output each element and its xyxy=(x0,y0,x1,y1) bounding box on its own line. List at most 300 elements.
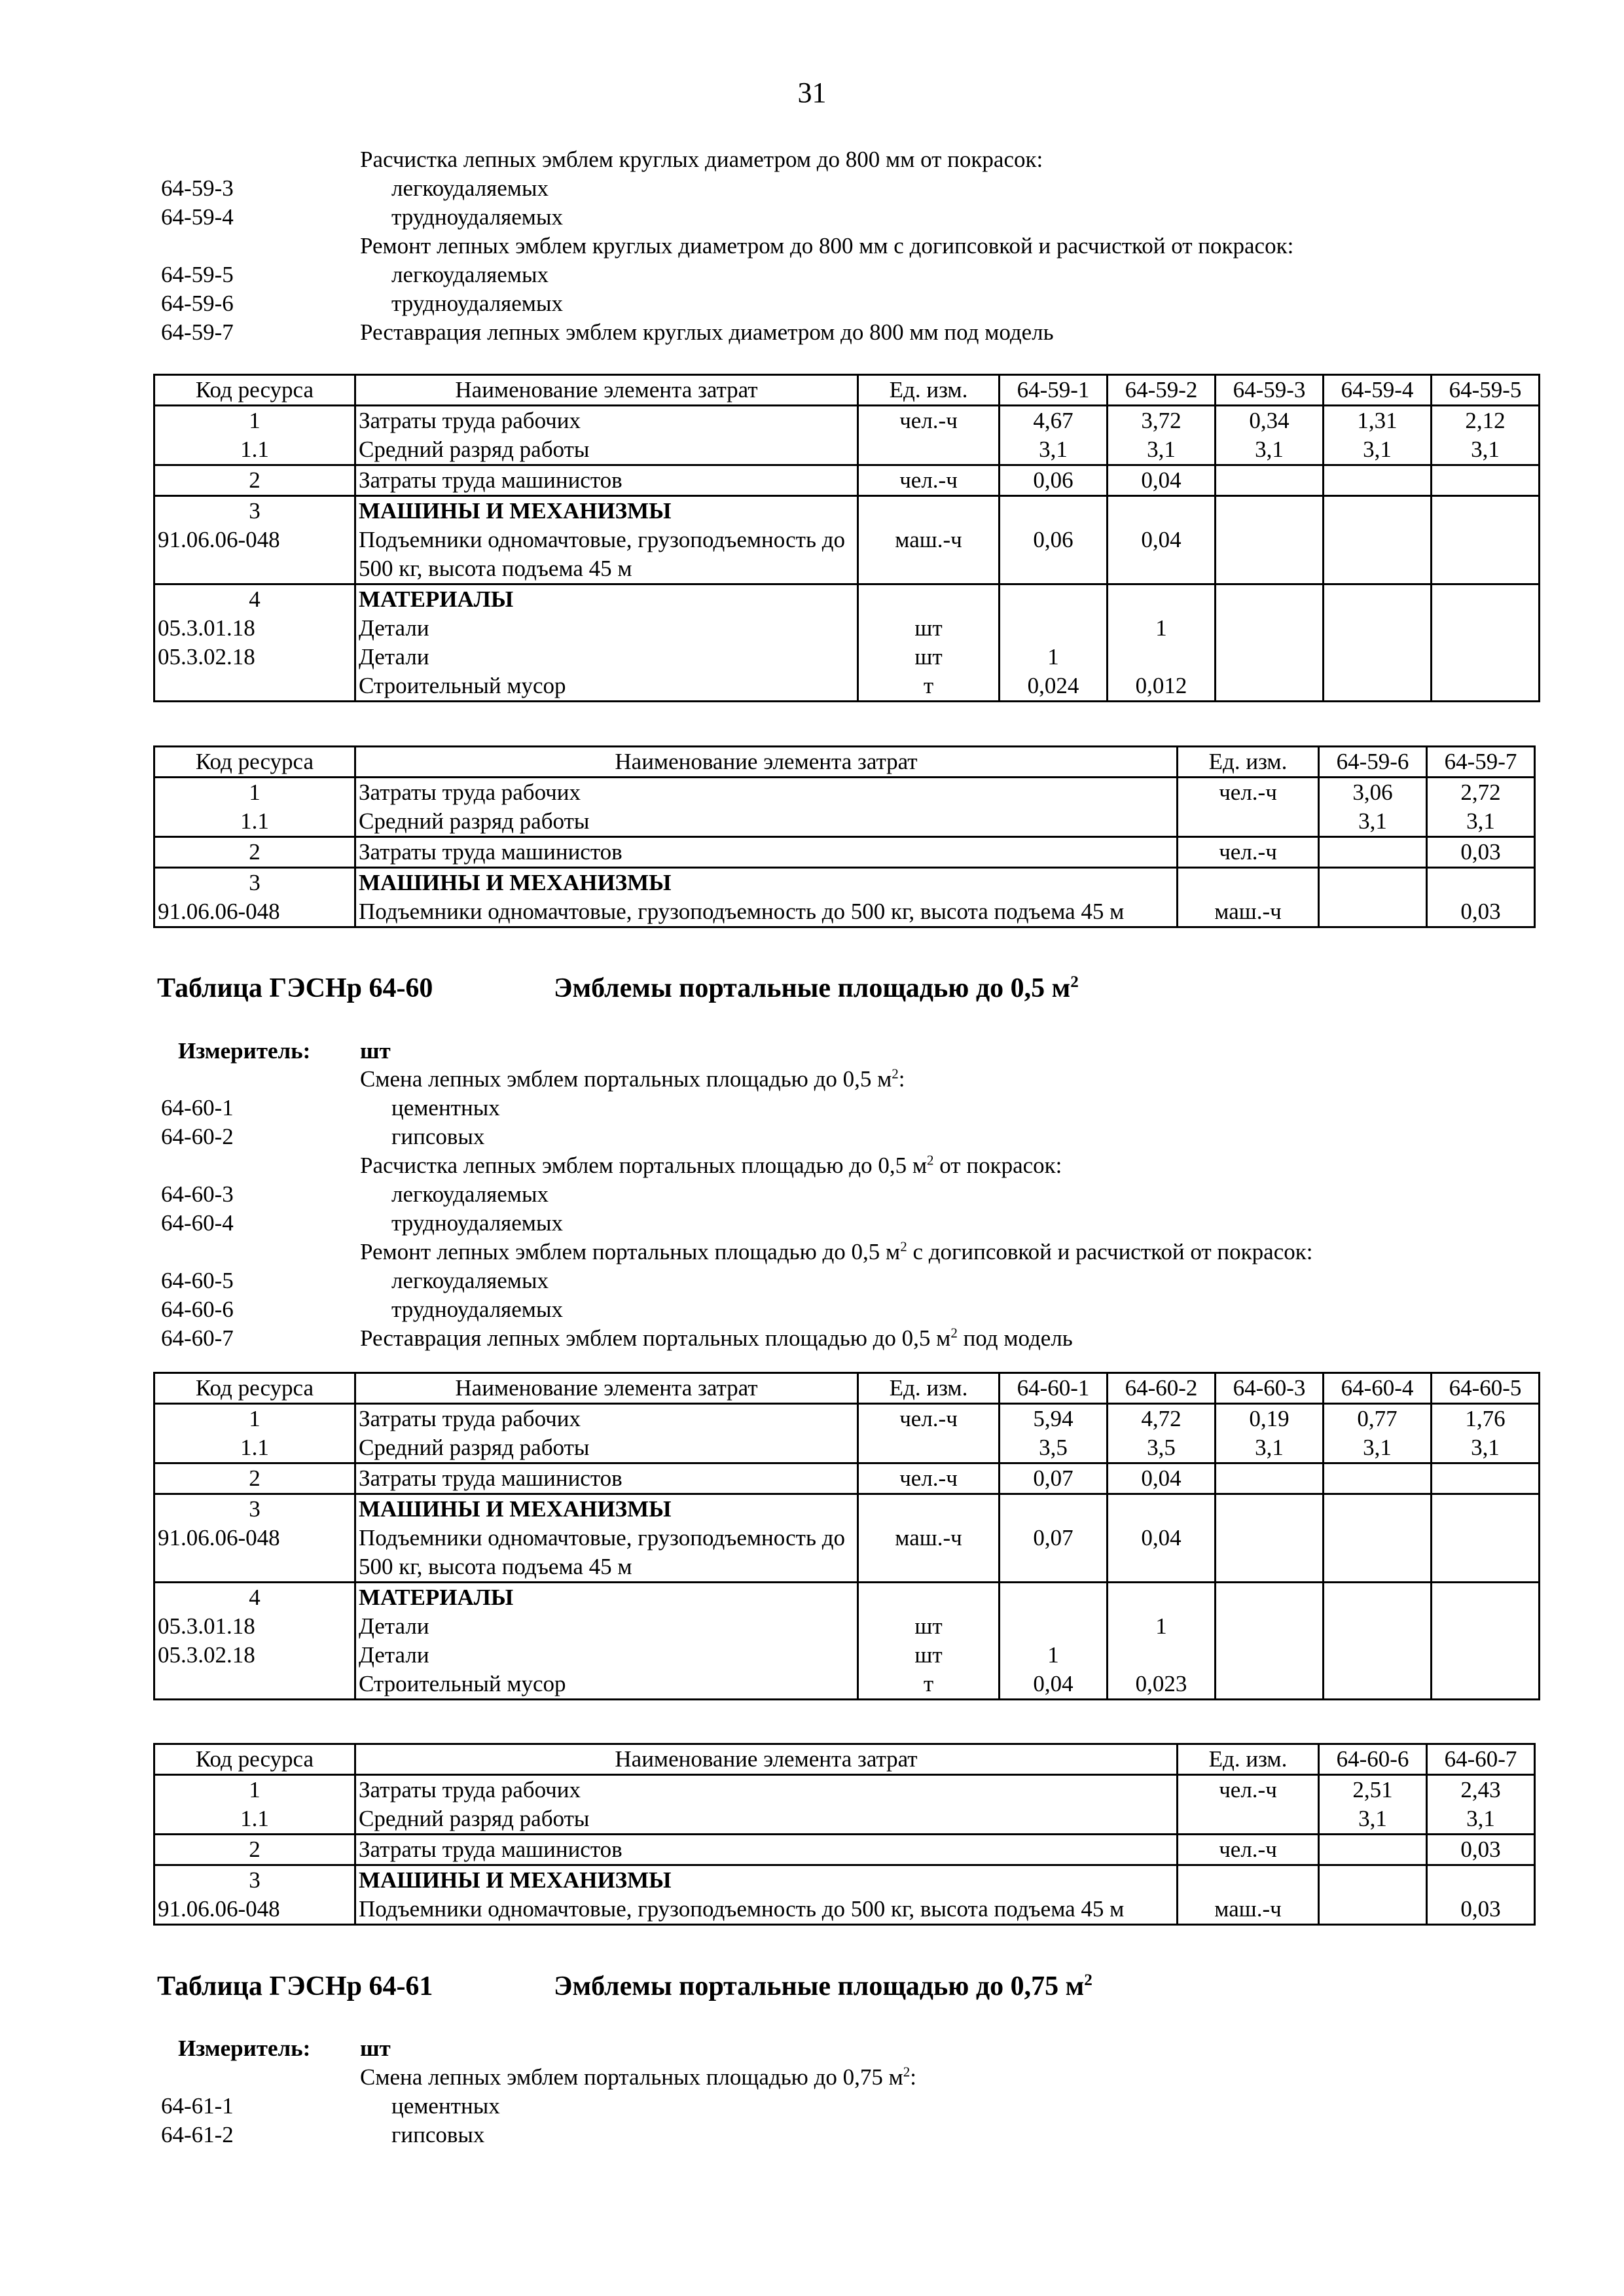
cell-line xyxy=(158,672,352,700)
cell-line xyxy=(158,1670,352,1698)
work-description xyxy=(360,1065,1542,1094)
cost-element-name xyxy=(355,406,858,465)
resource-code xyxy=(154,778,355,837)
cell-line: 2 xyxy=(249,467,261,493)
work-text: трудноудаляемых xyxy=(391,1210,563,1236)
norm-value xyxy=(1108,465,1216,496)
work-description xyxy=(360,1266,1542,1295)
norm-value xyxy=(1108,1404,1216,1463)
work-text: легкоудаляемых xyxy=(391,175,549,201)
cell-line: 0,06 xyxy=(1033,467,1074,493)
cell-line xyxy=(1322,1835,1423,1864)
work-description xyxy=(360,1180,1542,1209)
unit xyxy=(1178,1835,1319,1865)
cell-line xyxy=(1111,1641,1212,1670)
norm-value xyxy=(1000,1463,1108,1494)
cell-line xyxy=(1219,1464,1320,1493)
work-line xyxy=(161,1122,1542,1151)
cell-line xyxy=(1111,497,1212,526)
cell-line xyxy=(1003,585,1104,614)
cell-line xyxy=(1003,1612,1104,1641)
column-header: 64-59-7 xyxy=(1427,747,1535,778)
column-header: 64-60-1 xyxy=(1000,1373,1108,1404)
work-description xyxy=(360,1151,1542,1180)
table-row xyxy=(154,1404,1540,1463)
cell-line xyxy=(1111,1583,1212,1612)
cell-line xyxy=(1327,585,1428,614)
cell-line xyxy=(1327,1495,1428,1524)
table-row xyxy=(154,1835,1535,1865)
cell-line xyxy=(861,1583,996,1612)
page-number: 31 xyxy=(797,77,827,109)
measure-64-61 xyxy=(178,2034,391,2063)
work-text: гипсовых xyxy=(391,1124,485,1149)
cell-line: 0,04 xyxy=(1141,527,1182,552)
cell-line: Затраты труда рабочих xyxy=(359,780,581,805)
cell-line: Средний разряд работы xyxy=(359,808,590,834)
norm-value xyxy=(1216,584,1324,702)
cell-line: Средний разряд работы xyxy=(359,1806,590,1831)
cell-line: 0,77 xyxy=(1357,1406,1398,1431)
cell-line: Средний разряд работы xyxy=(359,437,590,462)
norm-value xyxy=(1432,584,1540,702)
cell-line: 5,94 xyxy=(1033,1406,1074,1431)
cell-line xyxy=(1322,869,1423,897)
table-title: Эмблемы портальные площадью до 0,75 $м^2$ xyxy=(554,1971,1092,2001)
column-header: 64-60-7 xyxy=(1427,1744,1535,1775)
work-description xyxy=(360,203,1542,232)
cell-line: шт xyxy=(914,1613,943,1639)
norm-value xyxy=(1108,1583,1216,1700)
work-text: гипсовых xyxy=(391,2122,485,2147)
norm-value xyxy=(1216,1583,1324,1700)
work-code: 64-59-5 xyxy=(161,262,234,287)
cell-line: 0,024 xyxy=(1027,673,1079,698)
column-header: 64-59-6 xyxy=(1319,747,1427,778)
resource-code xyxy=(154,1835,355,1865)
unit xyxy=(858,584,1000,702)
norm-value xyxy=(1427,1835,1535,1865)
work-description xyxy=(360,1094,1542,1122)
header-row xyxy=(154,375,1540,406)
norm-value xyxy=(1432,465,1540,496)
norm-value xyxy=(1319,837,1427,868)
norm-value xyxy=(1324,1583,1432,1700)
work-line xyxy=(161,1094,1542,1122)
cell-line xyxy=(1003,1583,1104,1612)
work-text: легкоудаляемых xyxy=(391,1181,549,1207)
table-label: Таблица ГЭСНр 64-61 xyxy=(157,1971,433,2001)
cell-line: 91.06.06-048 xyxy=(158,1896,280,1922)
cell-line: 0,03 xyxy=(1460,839,1501,865)
cell-line xyxy=(1111,643,1212,672)
norm-value xyxy=(1108,1463,1216,1494)
work-code: 64-60-7 xyxy=(161,1325,234,1351)
work-description xyxy=(360,2063,1542,2092)
work-code: 64-60-6 xyxy=(161,1297,234,1322)
cell-line: 3 xyxy=(249,498,261,524)
table-row xyxy=(154,837,1535,868)
column-header: 64-59-4 xyxy=(1324,375,1432,406)
cell-line: 3,1 xyxy=(1255,437,1284,462)
column-header: 64-60-3 xyxy=(1216,1373,1324,1404)
cell-line: 05.3.02.18 xyxy=(158,1642,255,1668)
cell-line xyxy=(1003,497,1104,526)
cell-line: 0,04 xyxy=(1141,1525,1182,1551)
column-header: Ед. изм. xyxy=(858,1373,1000,1404)
cell-line xyxy=(1219,497,1320,526)
work-description xyxy=(360,1324,1542,1353)
header-row xyxy=(154,1744,1535,1775)
cell-line: 4 xyxy=(249,1585,261,1610)
work-description xyxy=(360,318,1542,347)
cell-line: 3,1 xyxy=(1471,1435,1500,1460)
resource-code xyxy=(154,584,355,702)
norm-value xyxy=(1216,406,1324,465)
cell-line: 1 xyxy=(249,408,261,433)
cost-element-name xyxy=(355,778,1178,837)
cell-line: 3,1 xyxy=(1363,1435,1392,1460)
resource-table-64-59-1-5 xyxy=(153,374,1540,702)
work-code: 64-60-1 xyxy=(161,1095,234,1121)
cell-line xyxy=(1181,869,1315,897)
resource-code xyxy=(154,1865,355,1925)
work-line xyxy=(161,1180,1542,1209)
cell-line xyxy=(1327,497,1428,526)
work-description xyxy=(360,174,1542,203)
column-header: Ед. изм. xyxy=(858,375,1000,406)
table-row xyxy=(154,1583,1540,1700)
norm-value xyxy=(1432,1494,1540,1583)
cost-element-name xyxy=(355,1463,858,1494)
cell-line: Затраты труда рабочих xyxy=(359,1406,581,1431)
work-code: 64-59-3 xyxy=(161,175,234,201)
cell-line: 3,1 xyxy=(1466,1806,1495,1831)
resource-table-64-59-6-7 xyxy=(153,745,1536,928)
cell-line: Средний разряд работы xyxy=(359,1435,590,1460)
work-line xyxy=(161,1065,1542,1094)
work-code: 64-60-3 xyxy=(161,1181,234,1207)
cell-line: 91.06.06-048 xyxy=(158,1525,280,1551)
superscript: 2 xyxy=(892,1066,899,1082)
column-header: 64-59-5 xyxy=(1432,375,1540,406)
norm-value xyxy=(1427,837,1535,868)
cell-line: 3,1 xyxy=(1358,1806,1387,1831)
work-text: цементных xyxy=(391,2093,500,2119)
cell-line: Затраты труда машинистов xyxy=(359,839,623,865)
cell-line xyxy=(861,497,996,526)
cell-line xyxy=(1003,1495,1104,1524)
cell-line: МАШИНЫ И МЕХАНИЗМЫ xyxy=(359,870,672,895)
table-row xyxy=(154,1775,1535,1835)
cell-line xyxy=(1219,466,1320,495)
cell-line: шт xyxy=(914,1642,943,1668)
resource-code xyxy=(154,1583,355,1700)
work-text-tail: : xyxy=(910,2064,917,2090)
work-code: 64-60-5 xyxy=(161,1268,234,1293)
table-heading-64-60 xyxy=(157,973,1079,1003)
cell-line: 1.1 xyxy=(240,808,269,834)
cell-line xyxy=(1327,1583,1428,1612)
table-row xyxy=(154,465,1540,496)
cell-line: 3,1 xyxy=(1363,437,1392,462)
resource-code xyxy=(154,1775,355,1835)
column-header: Наименование элемента затрат xyxy=(355,375,858,406)
work-line xyxy=(161,318,1542,347)
cell-line: Детали xyxy=(359,615,429,641)
work-code: 64-61-1 xyxy=(161,2093,234,2119)
column-header: 64-59-2 xyxy=(1108,375,1216,406)
table-title: Эмблемы портальные площадью до 0,5 $м^2$ xyxy=(554,973,1079,1003)
cell-line: чел.-ч xyxy=(1219,780,1277,805)
unit xyxy=(858,496,1000,584)
work-list-64-59 xyxy=(161,145,1542,347)
work-text: Реставрация лепных эмблем круглых диаметром до 800 мм под модель xyxy=(360,319,1054,345)
cost-element-name xyxy=(355,465,858,496)
cell-line xyxy=(1181,807,1315,836)
cell-line xyxy=(1430,1866,1531,1895)
resource-table-64-60-1-5 xyxy=(153,1372,1540,1700)
table-row xyxy=(154,1865,1535,1925)
work-text: трудноудаляемых xyxy=(391,1297,563,1322)
superscript: 2 xyxy=(950,1325,958,1341)
work-line xyxy=(161,1295,1542,1324)
work-line xyxy=(161,1324,1542,1353)
cell-line: 1 xyxy=(1155,1613,1167,1639)
cell-line xyxy=(1219,1495,1320,1524)
norm-value xyxy=(1108,584,1216,702)
measure-label: Измеритель: xyxy=(178,2036,311,2061)
work-description xyxy=(360,260,1542,289)
column-header: 64-60-4 xyxy=(1324,1373,1432,1404)
column-header: 64-59-1 xyxy=(1000,375,1108,406)
cell-line xyxy=(1322,838,1423,867)
unit xyxy=(858,465,1000,496)
cell-line xyxy=(1111,1495,1212,1524)
cell-line: 2,43 xyxy=(1460,1777,1501,1803)
cost-element-name xyxy=(355,1404,858,1463)
norm-value xyxy=(1432,406,1540,465)
cell-line: 3 xyxy=(249,870,261,895)
cell-line: 0,03 xyxy=(1460,1896,1501,1922)
norm-value xyxy=(1319,1835,1427,1865)
work-description xyxy=(360,145,1542,174)
cell-line xyxy=(1435,1464,1536,1493)
norm-value xyxy=(1324,496,1432,584)
cell-line: 0,34 xyxy=(1249,408,1290,433)
cost-element-name xyxy=(355,1583,858,1700)
norm-value xyxy=(1000,496,1108,584)
cell-line: 0,04 xyxy=(1141,467,1182,493)
table-row xyxy=(154,778,1535,837)
resource-code xyxy=(154,868,355,927)
norm-value xyxy=(1324,584,1432,702)
work-code: 64-59-6 xyxy=(161,291,234,316)
cell-line: 0,19 xyxy=(1249,1406,1290,1431)
work-line xyxy=(161,203,1542,232)
cell-line: шт xyxy=(914,615,943,641)
cell-line: 1 xyxy=(249,780,261,805)
cost-element-name xyxy=(355,1865,1178,1925)
cell-line: Затраты труда машинистов xyxy=(359,1837,623,1862)
norm-value xyxy=(1324,465,1432,496)
norm-value xyxy=(1324,1404,1432,1463)
cost-element-name xyxy=(355,1835,1178,1865)
column-header: Наименование элемента затрат xyxy=(355,1373,858,1404)
norm-value xyxy=(1324,1494,1432,1583)
work-text: трудноудаляемых xyxy=(391,291,563,316)
cell-line: 4,67 xyxy=(1033,408,1074,433)
unit xyxy=(1178,1865,1319,1925)
cell-line: Строительный мусор xyxy=(359,1671,566,1696)
header-row xyxy=(154,747,1535,778)
work-line xyxy=(161,2063,1542,2092)
unit xyxy=(1178,868,1319,927)
cell-line: 0,04 xyxy=(1141,1465,1182,1491)
cell-line: чел.-ч xyxy=(1219,1837,1277,1862)
column-header: Код ресурса xyxy=(154,1744,355,1775)
cell-line xyxy=(1219,1583,1320,1612)
superscript: 2 xyxy=(900,1238,907,1255)
cell-line: 3,5 xyxy=(1147,1435,1176,1460)
resource-code xyxy=(154,1494,355,1583)
norm-value xyxy=(1216,496,1324,584)
norm-value xyxy=(1216,1494,1324,1583)
work-code xyxy=(161,1238,360,1266)
cell-line: 1,31 xyxy=(1357,408,1398,433)
work-list-64-61 xyxy=(161,2063,1542,2149)
work-code: 64-61-2 xyxy=(161,2122,234,2147)
cell-line xyxy=(1435,1583,1536,1612)
cell-line: Подъемники одномачтовые, грузоподъемность до 500 кг, высота подъема 45 м xyxy=(359,899,1125,924)
cell-line: 3 xyxy=(249,1496,261,1522)
measure-64-60 xyxy=(178,1037,391,1066)
cell-line: 2 xyxy=(249,1465,261,1491)
cell-line: чел.-ч xyxy=(1219,1777,1277,1803)
work-text-tail: под модель xyxy=(957,1325,1073,1351)
table-row xyxy=(154,406,1540,465)
work-line xyxy=(161,1266,1542,1295)
cell-line xyxy=(1430,869,1531,897)
work-text: легкоудаляемых xyxy=(391,1268,549,1293)
cell-line xyxy=(1327,1464,1428,1493)
cell-line: 3,1 xyxy=(1255,1435,1284,1460)
cell-line: чел.-ч xyxy=(1219,839,1277,865)
norm-value xyxy=(1319,1775,1427,1835)
cell-line: 05.3.02.18 xyxy=(158,644,255,670)
work-line xyxy=(161,2121,1542,2149)
unit xyxy=(858,1463,1000,1494)
unit xyxy=(858,1404,1000,1463)
cell-line: 1 xyxy=(1047,644,1059,670)
work-text: Смена лепных эмблем портальных площадью до 0,5 м xyxy=(360,1066,892,1092)
work-code xyxy=(161,1065,360,1094)
work-line xyxy=(161,2092,1542,2121)
resource-code xyxy=(154,496,355,584)
cell-line: 1 xyxy=(249,1406,261,1431)
cell-line: МАШИНЫ И МЕХАНИЗМЫ xyxy=(359,1496,672,1522)
work-text-tail: : xyxy=(898,1066,905,1092)
cell-line: 3,1 xyxy=(1466,808,1495,834)
norm-value xyxy=(1319,1865,1427,1925)
cell-line: 3 xyxy=(249,1867,261,1893)
work-code xyxy=(161,232,360,260)
cost-element-name xyxy=(355,1775,1178,1835)
cell-line: Строительный мусор xyxy=(359,673,566,698)
unit xyxy=(1178,778,1319,837)
cell-line: 3,1 xyxy=(1358,808,1387,834)
work-text: трудноудаляемых xyxy=(391,204,563,230)
work-line xyxy=(161,289,1542,318)
work-description xyxy=(360,1122,1542,1151)
norm-value xyxy=(1324,406,1432,465)
cell-line: 0,07 xyxy=(1033,1525,1074,1551)
cell-line: т xyxy=(923,673,934,698)
table-heading-64-61 xyxy=(157,1971,1092,2001)
cost-element-name xyxy=(355,584,858,702)
cell-line: Детали xyxy=(359,1642,429,1668)
work-description xyxy=(360,2092,1542,2121)
cell-line: Затраты труда машинистов xyxy=(359,1465,623,1491)
cell-line: 2 xyxy=(249,1837,261,1862)
work-code xyxy=(161,145,360,174)
cell-line: Подъемники одномачтовые, грузоподъемность до 500 кг, высота подъема 45 м xyxy=(359,1525,845,1579)
cell-line: чел.-ч xyxy=(899,467,958,493)
cell-line: 05.3.01.18 xyxy=(158,1613,255,1639)
column-header: Код ресурса xyxy=(154,375,355,406)
cell-line xyxy=(861,1495,996,1524)
work-code: 64-59-4 xyxy=(161,204,234,230)
work-code: 64-59-7 xyxy=(161,319,234,345)
work-line xyxy=(161,260,1542,289)
column-header: 64-59-3 xyxy=(1216,375,1324,406)
cell-line: маш.-ч xyxy=(1214,1896,1282,1922)
norm-value xyxy=(1000,1494,1108,1583)
cell-line: маш.-ч xyxy=(1214,899,1282,924)
norm-value xyxy=(1216,1463,1324,1494)
cell-line: Детали xyxy=(359,644,429,670)
cell-line: 2,51 xyxy=(1352,1777,1393,1803)
work-line xyxy=(161,174,1542,203)
norm-value xyxy=(1427,868,1535,927)
work-text-tail: с догипсовкой и расчисткой от покрасок: xyxy=(907,1239,1313,1265)
cell-line: 0,03 xyxy=(1460,899,1501,924)
norm-value xyxy=(1432,1583,1540,1700)
norm-value xyxy=(1000,406,1108,465)
work-text: Расчистка лепных эмблем портальных площадью до 0,5 м xyxy=(360,1153,927,1178)
norm-value xyxy=(1000,584,1108,702)
cell-line: 3,72 xyxy=(1141,408,1182,433)
norm-value xyxy=(1319,868,1427,927)
cell-line: т xyxy=(923,1671,934,1696)
cost-element-name xyxy=(355,496,858,584)
cell-line: 3,5 xyxy=(1039,1435,1068,1460)
cell-line: 0,04 xyxy=(1033,1671,1074,1696)
cell-line xyxy=(1435,466,1536,495)
resource-code xyxy=(154,837,355,868)
norm-value xyxy=(1432,1463,1540,1494)
work-code: 64-60-2 xyxy=(161,1124,234,1149)
column-header: 64-60-2 xyxy=(1108,1373,1216,1404)
norm-value xyxy=(1216,1404,1324,1463)
norm-value xyxy=(1427,778,1535,837)
norm-value xyxy=(1319,778,1427,837)
work-code xyxy=(161,1151,360,1180)
cell-line: Затраты труда машинистов xyxy=(359,467,623,493)
column-header: Наименование элемента затрат xyxy=(355,747,1178,778)
cell-line xyxy=(1327,466,1428,495)
cell-line: МАШИНЫ И МЕХАНИЗМЫ xyxy=(359,498,672,524)
